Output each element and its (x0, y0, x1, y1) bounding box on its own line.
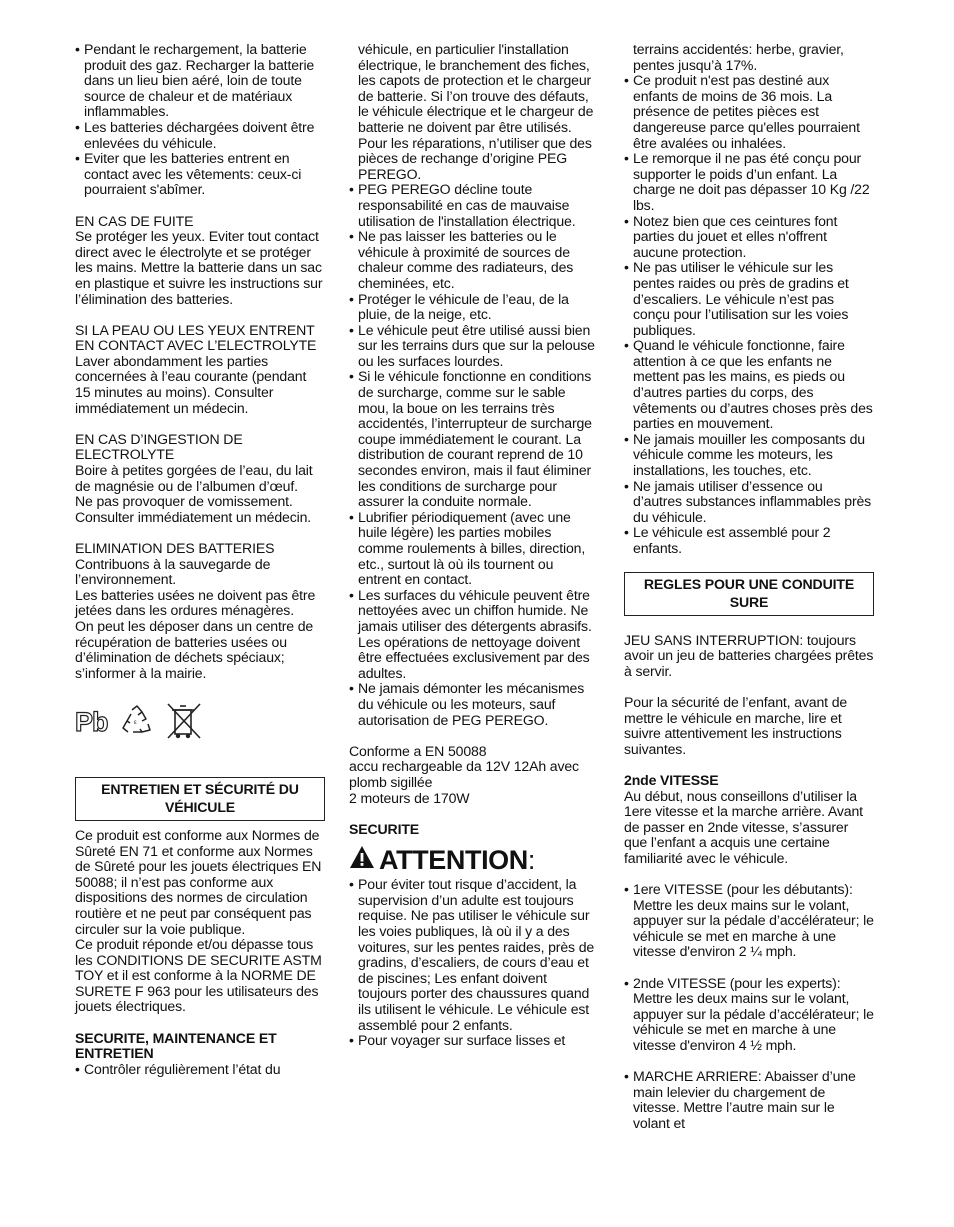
list-item: • Lubrifier périodiquement (avec une huile légère) les parties mobiles comme roulements à billes, direction, etc., surtout là où ils tournent ou entrent en contact. (349, 510, 599, 588)
disposal-text: Contribuons à la sauvegarde de l’environnement. (75, 555, 271, 588)
skin-contact-text: Laver abondamment les parties concernées à l’eau courante (pendant 15 minutes au moins). Consulter immédiatement un médecin. (75, 352, 307, 416)
list-item: • Le véhicule peut être utilisé aussi bien sur les terrains durs que sur la pelouse ou les surfaces lourdes. (349, 323, 599, 370)
list-item: • Pendant le rechargement, la batterie produit des gaz. Recharger la batterie dans un lieu bien aéré, loin de toute source de chaleur et de matériaux inflammables. (75, 42, 325, 120)
list-item: • Notez bien que ces ceintures font parties du jouet et elles n'offrent aucune protection. (624, 214, 874, 261)
list-item: • Contrôler régulièrement l’état du (75, 1062, 325, 1078)
skin-contact-heading: SI LA PEAU OU LES YEUX ENTRENT EN CONTACT AVEC L’ELECTROLYTE (75, 321, 317, 354)
column-2 (349, 42, 599, 1049)
list-item: • MARCHE ARRIERE: Abaisser d’une main lelevier du chargement de vitesse. Mettre l’autre main sur le volant et (624, 1069, 874, 1131)
ingestion-heading: EN CAS D’INGESTION DE ELECTROLYTE (75, 430, 243, 463)
second-speed-heading: 2nde VITESSE (624, 771, 719, 788)
leak-heading: EN CAS DE FUITE (75, 212, 194, 229)
continued-text: véhicule, en particulier l'installation électrique, le branchement des fiches, les capots de protection et le chargeur de batterie. Si l’on trouve des défauts, le véhicule électrique et le chargeur de batterie ne doivent par être utilisés. Pour les réparations, n’utiliser que des pièces de rechange d’origine PEG PEREGO. (358, 41, 594, 182)
care-bullet-list (349, 182, 599, 728)
disposal-symbols (75, 701, 325, 745)
list-item: • Ne pas laisser les batteries ou le véhicule à proximité de sources de chaleur comme des radiateurs, des cheminées, etc. (349, 229, 599, 291)
conformity-text: Ce produit est conforme aux Normes de Sûreté EN 71 et conforme aux Normes de Sûreté pour les jouets électriques EN 50088; il n’est pas conforme aux dispositions des normes de circulation routière et ne peut par conséquent pas circuler sur la voie publique. (75, 826, 322, 937)
ingestion-text: Ne pas provoquer de vomissement. Consulter immédiatement un médecin. (75, 493, 312, 525)
attention-colon: : (527, 845, 535, 876)
list-item: • Pour voyager sur surface lisses et (349, 1033, 599, 1049)
disposal-heading: ELIMINATION DES BATTERIES (75, 540, 275, 556)
list-item: • PEG PEREGO décline toute responsabilité en cas de mauvaise utilisation de l'installation électrique. (349, 182, 599, 229)
battery-bullet-list (75, 42, 325, 198)
list-item: • Les surfaces du véhicule peuvent être nettoyées avec un chiffon humide. Ne jamais utiliser des détergents abrasifs. Les opérations de nettoyage doivent être effectuées exclusivement par des adultes. (349, 588, 599, 682)
list-item: • Les batteries déchargées doivent être enlevées du véhicule. (75, 120, 325, 151)
continued-text: terrains accidentés: herbe, gravier, pentes jusqu’à 17%. (633, 41, 844, 73)
recycle-icon (120, 704, 154, 742)
warning-icon (349, 845, 379, 875)
list-item: • Protéger le véhicule de l’eau, de la pluie, de la neige, etc. (349, 292, 599, 323)
list-item: • Ne pas utiliser le véhicule sur les pentes raides ou près de gradins et d’escaliers. Le véhicule n’est pas conçu pour l’utilisation sur les voies publiques. (624, 260, 874, 338)
list-item: • Ne jamais utiliser d’essence ou d’autres substances inflammables près du véhicule. (624, 479, 874, 526)
attention-bullet-list (349, 877, 599, 1049)
list-item: • Eviter que les batteries entrent en contact avec les vêtements: ceux-ci pourraient s'abîmer. (75, 151, 325, 198)
disposal-text: On peut les déposer dans un centre de récupération de batteries usées ou d’élimination de déchets spéciaux; s’informer à la mairie. (75, 617, 314, 681)
list-item: • Ce produit n'est pas destiné aux enfants de moins de 36 mois. La présence de petites pièces est dangereuse parce qu'elles pourraient être avalées ou inhalées. (624, 73, 874, 151)
disposal-text: Les batteries usées ne doivent pas être jetées dans les ordures ménagères. (75, 586, 316, 619)
child-safety-text: Pour la sécurité de l’enfant, avant de mettre le véhicule en marche, lire et suivre attentivement les instructions suivantes. (624, 693, 848, 757)
list-item: • Ne jamais démonter les mécanismes du véhicule ou les moteurs, sauf autorisation de PEG PEREGO. (349, 681, 599, 728)
column-1 (75, 42, 325, 1077)
list-item: • Pour éviter tout risque d’accident, la supervision d’un adulte est toujours requise. Ne pas utiliser le véhicule sur les voies publiques, là où il y a des voitures, sur les pentes raides, près de gradins, d’escaliers, de cours d’eau et de piscines; Les enfant doivent toujours porter des chaussures quand ils utilisent le véhicule. Le véhicule est assemblé pour 2 enfants. (349, 877, 599, 1033)
list-item: • 2nde VITESSE (pour les experts): Mettre les deux mains sur le volant, appuyer sur la pédale d’accélérateur; le véhicule se met en marche à une vitesse d'environ 4 ½ mph. (624, 976, 874, 1054)
warnings-bullet-list (624, 73, 874, 556)
list-item: • Le remorque il ne pas été conçu pour supporter le poids d’un enfant. La charge ne doit pas dépasser 10 Kg /22 lbs. (624, 151, 874, 213)
speed-list (624, 1069, 874, 1131)
maintenance-heading: SECURITE, MAINTENANCE ET ENTRETIEN (75, 1029, 277, 1062)
driving-rules-box: REGLES POUR UNE CONDUITE SURE (624, 572, 874, 616)
list-item: • Le véhicule est assemblé pour 2 enfants. (624, 525, 874, 556)
maintenance-section-box: ENTRETIEN ET SÉCURITÉ DU VÉHICULE (75, 777, 325, 821)
second-speed-text: Au début, nous conseillons d’utiliser la 1ere vitesse et la marche arrière. Avant de passer en 2nde vitesse, s’assurer que l’enfant a acquis une certaine familiarité avec le véhicule. (624, 787, 863, 866)
ingestion-text: Boire à petites gorgées de l’eau, du lait de magnésie ou de l’albumen d’œuf. (75, 462, 313, 494)
leak-text: Se protéger les yeux. Eviter tout contact direct avec le électrolyte et se protéger les mains. Mettre la batterie dans un sac en plastique et suivre les instructions sur l’élimination des batteries. (75, 228, 323, 307)
continuous-play-text: JEU SANS INTERRUPTION: toujours avoir un jeu de batteries chargées prêtes à servir. (624, 631, 874, 679)
speed-list (624, 976, 874, 1054)
spec-battery: accu rechargeable da 12V 12Ah avec plomb sigillée (349, 758, 579, 790)
svg-text:ε: ε (133, 720, 137, 727)
list-item: • Si le véhicule fonctionne en conditions de surcharge, comme sur le sable mou, la boue on les terrains très accidentés, l’interrupteur de surcharge coupe immédiatement le courant. La distribution de courant reprend de 10 secondes environ, mais il faut éliminer les conditions de surcharge pour assurer la conduite normale. (349, 369, 599, 509)
maintenance-list (75, 1062, 325, 1078)
attention-label: ATTENTION (379, 845, 528, 876)
conformity-text: Ce produit réponde et/ou dépasse tous les CONDITIONS DE SECURITE ASTM TOY et il est conforme à la NORME DE SURETE F 963 pour les utilisateurs des jouets électriques. (75, 936, 322, 1015)
list-item: • Quand le véhicule fonctionne, faire attention à ce que les enfants ne mettent pas les mains, es pieds ou d’autres parties du corps, des vêtements ou d’autres choses près des parties en mouvement. (624, 338, 874, 432)
column-3 (624, 42, 874, 1132)
crossed-bin-icon (166, 701, 202, 745)
spec-motors: 2 moteurs de 170W (349, 789, 470, 806)
list-item: • 1ere VITESSE (pour les débutants): Mettre les deux mains sur le volant, appuyer sur la pédale d’accélérateur; le véhicule se met en marche à une vitesse d'environ 2 ¼ mph. (624, 882, 874, 960)
safety-heading: SECURITE (349, 820, 420, 837)
speed-list (624, 882, 874, 960)
spec-standard: Conforme a EN 50088 (349, 742, 487, 759)
list-item: • Ne jamais mouiller les composants du véhicule comme les moteurs, les installations, les touches, etc. (624, 432, 874, 479)
lead-symbol: Pb (75, 707, 108, 738)
attention-heading (349, 845, 599, 875)
